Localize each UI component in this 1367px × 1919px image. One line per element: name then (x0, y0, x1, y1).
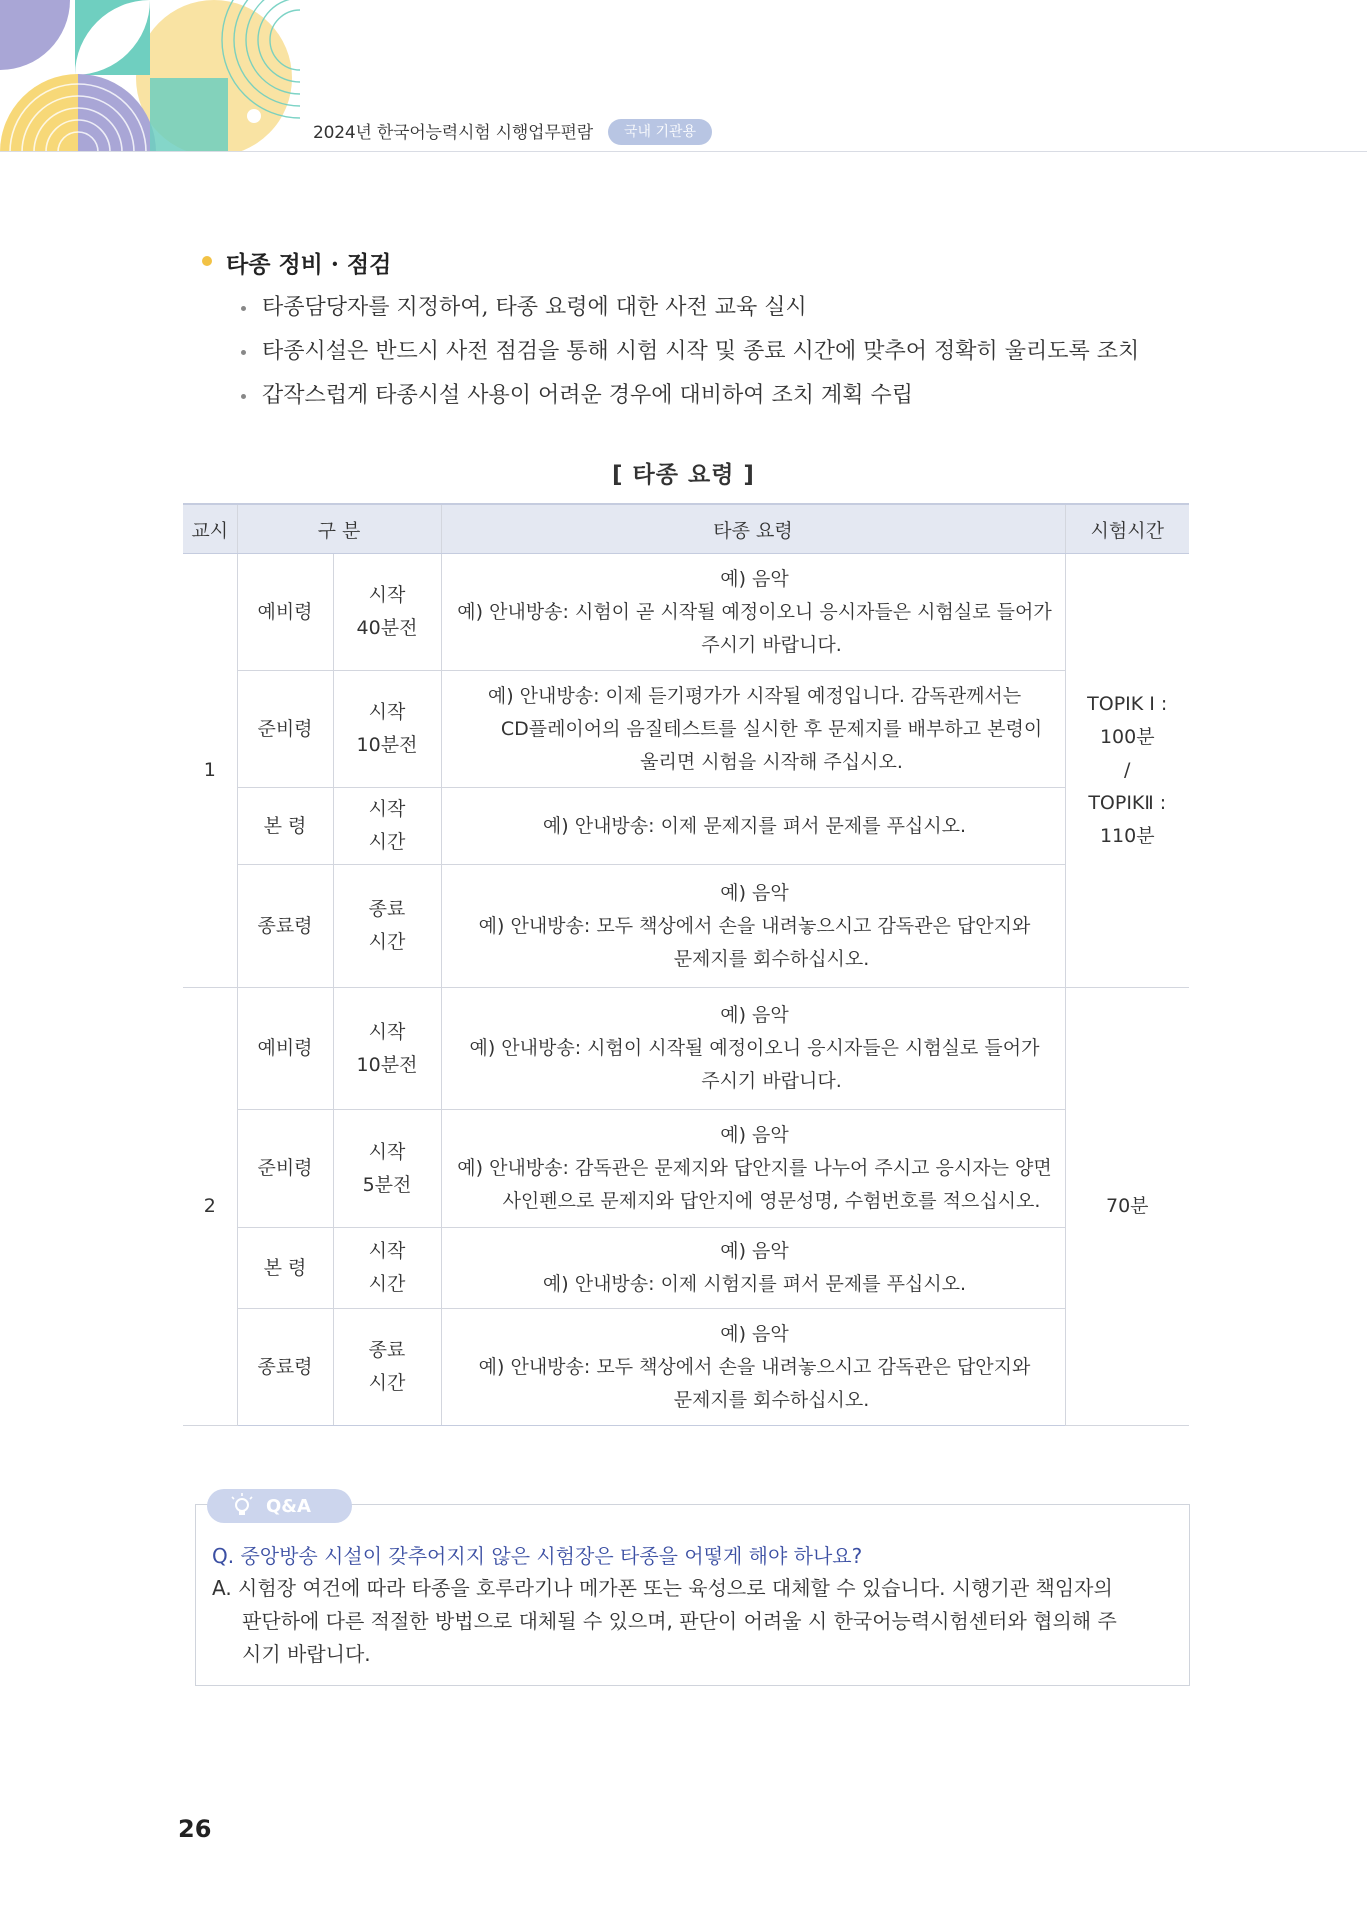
qa-answer: A. 시험장 여건에 따라 타종을 호루라기나 메가폰 또는 육성으로 대체할 수 있습니다. 시행기관 책임자의 판단하에 다른 적절한 방법으로 대체될 수 있으며, 판단이 어려울 시 한국어능력시험센터와 협의해 주 시기 바랍니다. (212, 1576, 1117, 1666)
header-category: 구 분 (237, 504, 441, 554)
row-name: 준비령 (237, 1110, 333, 1228)
bullet-item: 타종시설은 반드시 사전 점검을 통해 시험 시작 및 종료 시간에 맞추어 정확히 울리도록 조치 (236, 330, 1139, 374)
bullet-list (236, 286, 1139, 418)
header-procedure: 타종 요령 (441, 504, 1065, 554)
header-decoration (0, 0, 300, 152)
row-timing: 시작 10분전 (333, 988, 441, 1110)
period-1-time: TOPIK Ⅰ : 100분 / TOPIKⅡ : 110분 (1065, 554, 1189, 988)
period-1-label: 1 (183, 554, 237, 988)
period-2-time: 70분 (1065, 988, 1189, 1426)
row-timing: 종료 시간 (333, 865, 441, 988)
header-time: 시험시간 (1065, 504, 1189, 554)
row-name: 종료령 (237, 1309, 333, 1426)
row-timing: 시작 40분전 (333, 554, 441, 671)
row-procedure: 예) 안내방송: 이제 듣기평가가 시작될 예정입니다. 감독관께서는 CD플레이어의 음질테스트를 실시한 후 문제지를 배부하고 본령이 울리면 시험을 시작해 주십시오. (441, 671, 1065, 788)
row-name: 본 령 (237, 788, 333, 865)
qa-question: Q. 중앙방송 시설이 갖추어지지 않은 시험장은 타종을 어떻게 해야 하나요? (212, 1544, 863, 1568)
row-timing: 시작 5분전 (333, 1110, 441, 1228)
row-procedure: 예) 음악 예) 안내방송: 모두 책상에서 손을 내려놓으시고 감독관은 답안지와 문제지를 회수하십시오. (441, 1309, 1065, 1426)
row-procedure: 예) 음악 예) 안내방송: 감독관은 문제지와 답안지를 나누어 주시고 응시자는 양면 사인펜으로 문제지와 답안지에 영문성명, 수험번호를 적으십시오. (441, 1110, 1065, 1228)
row-name: 예비령 (237, 554, 333, 671)
row-timing: 종료 시간 (333, 1309, 441, 1426)
qa-label: Q&A (266, 1496, 311, 1517)
header-period: 교시 (183, 504, 237, 554)
bullet-item: 갑작스럽게 타종시설 사용이 어려운 경우에 대비하여 조치 계획 수립 (236, 374, 1139, 418)
row-timing: 시작 시간 (333, 1228, 441, 1309)
bullet-item: 타종담당자를 지정하여, 타종 요령에 대한 사전 교육 실시 (236, 286, 1139, 330)
lightbulb-icon (227, 1491, 257, 1521)
table-title: [ 타종 요령 ] (612, 462, 755, 488)
row-name: 예비령 (237, 988, 333, 1110)
document-badge: 국내 기관용 (608, 119, 712, 145)
row-procedure: 예) 안내방송: 이제 문제지를 펴서 문제를 푸십시오. (441, 788, 1065, 865)
row-procedure: 예) 음악 예) 안내방송: 시험이 시작될 예정이오니 응시자들은 시험실로 들어가 주시기 바랍니다. (441, 988, 1065, 1110)
row-name: 본 령 (237, 1228, 333, 1309)
row-timing: 시작 시간 (333, 788, 441, 865)
bell-procedure-table (183, 503, 1189, 1426)
row-procedure: 예) 음악 예) 안내방송: 모두 책상에서 손을 내려놓으시고 감독관은 답안지와 문제지를 회수하십시오. (441, 865, 1065, 988)
section-title: 타종 정비 · 점검 (226, 251, 392, 278)
row-procedure: 예) 음악 예) 안내방송: 시험이 곧 시작될 예정이오니 응시자들은 시험실로 들어가 주시기 바랍니다. (441, 554, 1065, 671)
page-number: 26 (178, 1815, 212, 1843)
row-name: 종료령 (237, 865, 333, 988)
row-timing: 시작 10분전 (333, 671, 441, 788)
row-name: 준비령 (237, 671, 333, 788)
row-procedure: 예) 음악 예) 안내방송: 이제 시험지를 펴서 문제를 푸십시오. (441, 1228, 1065, 1309)
document-title: 2024년 한국어능력시험 시행업무편람 (313, 123, 593, 143)
header-divider (0, 151, 1367, 152)
period-2-label: 2 (183, 988, 237, 1426)
